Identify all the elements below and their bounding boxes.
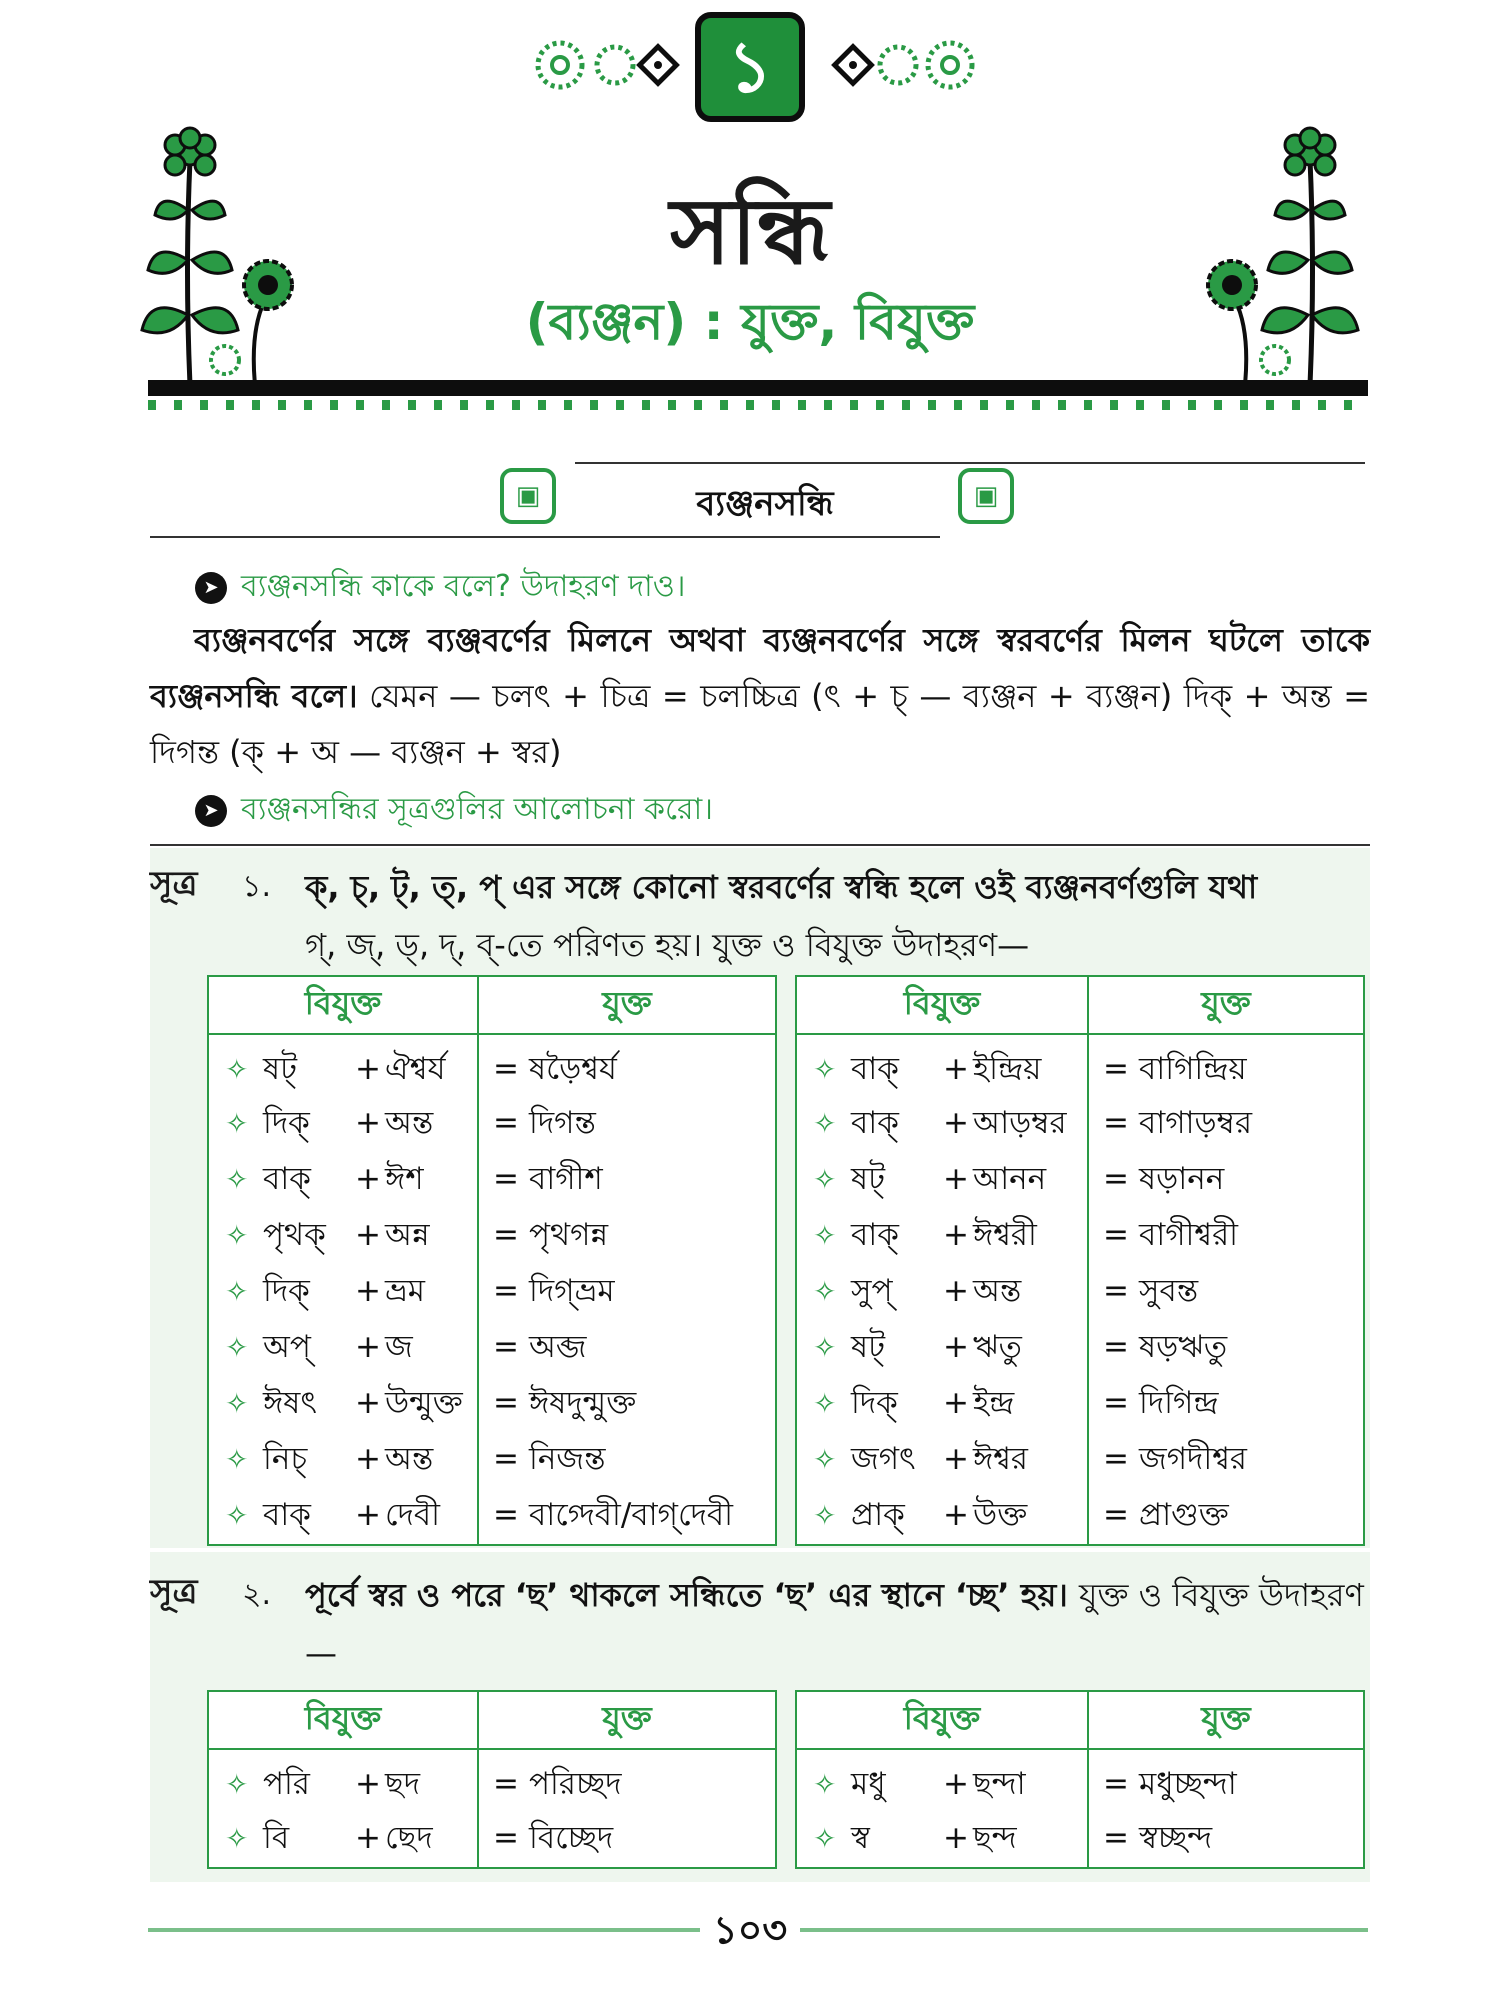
diamond-bullet-icon: ✧ [225, 1443, 249, 1476]
chapter-title: সন্ধি [670, 178, 830, 285]
equals-sign: = [493, 1273, 519, 1309]
term-b: অন্ত [385, 1441, 434, 1477]
example-text: যেমন — চলৎ + চিত্র = চলচ্চিত্র (ৎ + চ্ — ব্যঞ্জন + ব্যঞ্জন) দিক্ + অন্ত = দিগন্ত (ক্ + অ — ব্যঞ্জন + স্বর) [150, 677, 1371, 771]
sutra-1-rule-bold: ক্, চ্, ট্, ত্, প্ এর সঙ্গে কোনো স্বরবর্ণের স্বন্ধি হলে ওই ব্যঞ্জনবর্ণগুলি যথা [305, 868, 1258, 906]
equals-sign: = [1103, 1161, 1129, 1197]
plus-sign: + [943, 1329, 969, 1365]
sutra-number: ১. [242, 869, 272, 904]
diamond-bullet-icon: ✧ [225, 1331, 249, 1364]
term-b: ছেদ [385, 1819, 433, 1856]
term-b: ইন্দ্র [973, 1385, 1015, 1421]
joined-word: ষড়ানন [1139, 1161, 1225, 1197]
plus-sign: + [355, 1385, 381, 1421]
table-row [796, 1034, 1364, 1097]
diamond-bullet-icon: ✧ [813, 1443, 837, 1476]
sutra-2-rule-bold: পূর্বে স্বর ও পরে ‘ছ’ থাকলে সন্ধিতে ‘ছ’ এর স্থানে ‘চ্ছ’ হয়। [305, 1576, 1068, 1614]
section-title: ব্যঞ্জনসন্ধি [696, 484, 834, 524]
plus-sign: + [943, 1441, 969, 1477]
chapter-number: ১ [727, 26, 773, 108]
equals-sign: = [1103, 1273, 1129, 1309]
term-a: ষট্ [263, 1051, 297, 1087]
equals-sign: = [1103, 1051, 1129, 1087]
diamond-bullet-icon: ✧ [225, 1053, 249, 1086]
joined-word: পরিচ্ছদ [529, 1766, 622, 1802]
term-b: ছদ [385, 1766, 421, 1802]
equals-sign: = [1103, 1766, 1129, 1802]
joined-word: মধুচ্ছন্দা [1139, 1766, 1237, 1802]
diamond-bullet-icon: ✧ [225, 1275, 249, 1308]
table-row [208, 1377, 776, 1433]
joined-word: দিগিন্দ্র [1139, 1385, 1219, 1421]
plus-sign: + [355, 1819, 381, 1856]
plus-sign: + [355, 1273, 381, 1309]
equals-sign: = [493, 1819, 519, 1856]
plus-sign: + [355, 1161, 381, 1197]
sutra-1-table-left [207, 975, 777, 1546]
term-a: জগৎ [851, 1441, 916, 1477]
plus-sign: + [355, 1217, 381, 1253]
term-a: ষট্ [851, 1161, 885, 1197]
table-row [796, 1153, 1364, 1209]
equals-sign: = [1103, 1819, 1129, 1856]
diamond-bullet-icon: ✧ [813, 1331, 837, 1364]
joined-word: বিচ্ছেদ [529, 1819, 614, 1856]
term-b: ঐশ্বর্য [385, 1051, 446, 1087]
equals-sign: = [1103, 1441, 1129, 1477]
term-a: পরি [263, 1766, 310, 1802]
term-b: উন্মুক্ত [385, 1385, 463, 1421]
equals-sign: = [493, 1766, 519, 1802]
plus-sign: + [355, 1105, 381, 1141]
sutra-2-table-left [207, 1690, 777, 1869]
term-a: বি [263, 1819, 290, 1856]
joined-word: প্রাগুক্ত [1139, 1496, 1229, 1533]
diamond-bullet-icon: ✧ [813, 1275, 837, 1308]
scroll-ornament-left [530, 30, 690, 100]
sutra-1-table-right [795, 975, 1365, 1546]
joined-word: বাগ্দেবী/বাগ্‌দেবী [529, 1496, 733, 1533]
term-b: ইন্দ্রিয় [973, 1051, 1042, 1087]
term-b: আনন [973, 1161, 1047, 1197]
plus-sign: + [943, 1105, 969, 1141]
term-a: বাক্ [851, 1105, 899, 1141]
term-b: ঈশ্বর [973, 1441, 1028, 1477]
sutra-1-rule [305, 858, 1365, 974]
diamond-bullet-icon: ✧ [813, 1498, 837, 1532]
term-a: ঈষৎ [263, 1385, 317, 1421]
table-row [796, 1812, 1364, 1868]
sutra-1-rule-light: গ্, জ্, ড্, দ্, ব্-তে পরিণত হয়। যুক্ত ও বিযুক্ত উদাহরণ— [305, 926, 1030, 964]
question-1 [195, 562, 686, 613]
term-b: ভ্রম [385, 1273, 425, 1309]
table-row [208, 1433, 776, 1489]
section-rule-bottom [150, 536, 940, 538]
table-row [796, 1209, 1364, 1265]
joined-word: অব্জ [529, 1329, 587, 1365]
table-row [796, 1489, 1364, 1545]
equals-sign: = [493, 1105, 519, 1141]
definition-paragraph [150, 612, 1370, 780]
plus-sign: + [943, 1051, 969, 1087]
term-b: ঈশ্বরী [973, 1217, 1037, 1253]
sutra-number: ২. [242, 1577, 272, 1612]
column-header-joined: যুক্ত [1088, 1691, 1364, 1749]
joined-word: জগদীশ্বর [1139, 1441, 1247, 1477]
column-header-split: বিযুক্ত [796, 1691, 1088, 1749]
term-b: আড়ম্বর [973, 1105, 1067, 1141]
plus-sign: + [943, 1161, 969, 1197]
diamond-bullet-icon: ✧ [813, 1107, 837, 1140]
sutra-2-rule [305, 1566, 1365, 1682]
plus-sign: + [355, 1766, 381, 1802]
plus-sign: + [943, 1496, 969, 1533]
term-b: ছন্দা [973, 1766, 1026, 1802]
term-a: বাক্ [851, 1051, 899, 1087]
definition-text: ব্যঞ্জনবর্ণের সঙ্গে ব্যঞ্জবর্ণের মিলনে অথবা ব্যঞ্জনবর্ণের সঙ্গে স্বরবর্ণের মিলন ঘটলে তাকে ব্যঞ্জনসন্ধি বলে। [150, 621, 1370, 715]
term-a: দিক্ [263, 1105, 310, 1141]
arrow-bullet-icon: ➤ [195, 572, 227, 604]
plus-sign: + [943, 1273, 969, 1309]
diamond-bullet-icon: ✧ [813, 1219, 837, 1252]
term-a: বাক্ [263, 1161, 311, 1197]
table-row [796, 1433, 1364, 1489]
diamond-bullet-icon: ✧ [225, 1219, 249, 1252]
term-b: উক্ত [973, 1496, 1028, 1533]
plus-sign: + [355, 1051, 381, 1087]
joined-word: বাগাড়ম্বর [1139, 1105, 1252, 1141]
term-b: ছন্দ [973, 1819, 1017, 1856]
question-1-text: ব্যঞ্জনসন্ধি কাকে বলে? উদাহরণ দাও। [241, 569, 686, 604]
joined-word: নিজন্ত [529, 1441, 606, 1477]
scroll-ornament-right [820, 30, 980, 100]
plus-sign: + [943, 1385, 969, 1421]
term-b: অন্ন [385, 1217, 430, 1253]
joined-word: ঈষদুন্মুক্ত [529, 1385, 637, 1421]
joined-word: পৃথগন্ন [529, 1217, 609, 1253]
table-row [208, 1153, 776, 1209]
sutra-label: সূত্র [150, 864, 198, 904]
plus-sign: + [355, 1441, 381, 1477]
joined-word: স্বচ্ছন্দ [1139, 1819, 1213, 1856]
section-ornament-left-icon: ▣ [500, 468, 556, 524]
plus-sign: + [943, 1766, 969, 1802]
joined-word: বাগিন্দ্রিয় [1139, 1051, 1247, 1087]
table-row [208, 1034, 776, 1097]
term-b: ঈশ [385, 1161, 424, 1197]
term-a: পৃথক্ [263, 1217, 326, 1253]
equals-sign: = [1103, 1385, 1129, 1421]
equals-sign: = [493, 1329, 519, 1365]
sutra-1 [150, 858, 1370, 978]
table-row [796, 1321, 1364, 1377]
section-rule-top [575, 462, 1365, 464]
term-b: ঋতু [973, 1329, 1022, 1365]
term-a: অপ্ [263, 1329, 311, 1365]
table-row [208, 1097, 776, 1153]
diamond-bullet-icon: ✧ [225, 1387, 249, 1420]
chapter-subtitle: (ব্যঞ্জন) : যুক্ত, বিযুক্ত [525, 293, 975, 351]
table-row [208, 1812, 776, 1868]
term-a: প্রাক্ [851, 1496, 905, 1533]
table-row [796, 1265, 1364, 1321]
term-a: মধু [851, 1766, 886, 1802]
section-ornament-right-icon: ▣ [958, 468, 1014, 524]
equals-sign: = [1103, 1496, 1129, 1533]
table-row [208, 1489, 776, 1545]
sutra-2-table-right [795, 1690, 1365, 1869]
term-a: বাক্ [851, 1217, 899, 1253]
sutra-2-rule-light: যুক্ত ও বিযুক্ত উদাহরণ— [305, 1576, 1364, 1672]
equals-sign: = [1103, 1105, 1129, 1141]
column-header-joined: যুক্ত [478, 976, 776, 1034]
sutra-2 [150, 1566, 1370, 1686]
arrow-bullet-icon: ➤ [195, 795, 227, 827]
table-row [796, 1749, 1364, 1812]
page-number: ১০৩ [700, 1898, 800, 1962]
table-row [208, 1209, 776, 1265]
table-row [208, 1321, 776, 1377]
column-header-joined: যুক্ত [1088, 976, 1364, 1034]
diamond-bullet-icon: ✧ [813, 1768, 837, 1801]
term-a: ষট্ [851, 1329, 885, 1365]
column-header-split: বিযুক্ত [796, 976, 1088, 1034]
diamond-bullet-icon: ✧ [813, 1163, 837, 1196]
plus-sign: + [355, 1496, 381, 1533]
term-a: দিক্ [263, 1273, 310, 1309]
column-header-split: বিযুক্ত [208, 976, 478, 1034]
diamond-bullet-icon: ✧ [813, 1387, 837, 1420]
diamond-bullet-icon: ✧ [225, 1107, 249, 1140]
dotted-fringe [148, 396, 1368, 414]
equals-sign: = [493, 1441, 519, 1477]
diamond-bullet-icon: ✧ [225, 1821, 249, 1855]
term-a: স্ব [851, 1819, 870, 1856]
term-a: দিক্ [851, 1385, 898, 1421]
term-a: বাক্ [263, 1496, 311, 1533]
diamond-bullet-icon: ✧ [225, 1163, 249, 1196]
joined-word: ষড়ঋতু [1139, 1329, 1228, 1365]
equals-sign: = [1103, 1329, 1129, 1365]
divider-rule [150, 844, 1370, 846]
term-a: সুপ্ [851, 1273, 893, 1309]
column-header-split: বিযুক্ত [208, 1691, 478, 1749]
plus-sign: + [943, 1819, 969, 1856]
joined-word: দিগ্‌ভ্রম [529, 1273, 615, 1309]
diamond-bullet-icon: ✧ [813, 1053, 837, 1086]
equals-sign: = [1103, 1217, 1129, 1253]
diamond-bullet-icon: ✧ [225, 1498, 249, 1532]
header-ground-bar [148, 380, 1368, 396]
plus-sign: + [943, 1217, 969, 1253]
plus-sign: + [355, 1329, 381, 1365]
equals-sign: = [493, 1051, 519, 1087]
term-b: দেবী [385, 1496, 440, 1533]
diamond-bullet-icon: ✧ [225, 1768, 249, 1801]
equals-sign: = [493, 1161, 519, 1197]
table-row [796, 1377, 1364, 1433]
equals-sign: = [493, 1496, 519, 1533]
chapter-number-badge [695, 12, 805, 122]
term-b: অন্ত [385, 1105, 434, 1141]
column-header-joined: যুক্ত [478, 1691, 776, 1749]
term-b: জ [385, 1329, 413, 1365]
question-2-text: ব্যঞ্জনসন্ধির সূত্রগুলির আলোচনা করো। [241, 792, 713, 827]
table-row [796, 1097, 1364, 1153]
term-a: নিচ্ [263, 1441, 308, 1477]
term-b: অন্ত [973, 1273, 1022, 1309]
equals-sign: = [493, 1385, 519, 1421]
joined-word: বাগীশ্বরী [1139, 1217, 1239, 1253]
table-row [208, 1749, 776, 1812]
sutra-label: সূত্র [150, 1572, 198, 1612]
joined-word: বাগীশ [529, 1161, 603, 1197]
joined-word: দিগন্ত [529, 1105, 596, 1141]
equals-sign: = [493, 1217, 519, 1253]
diamond-bullet-icon: ✧ [813, 1821, 837, 1855]
question-2 [195, 785, 713, 836]
joined-word: ষড়ৈশ্বর্য [529, 1051, 617, 1087]
joined-word: সুবন্ত [1139, 1273, 1199, 1309]
table-row [208, 1265, 776, 1321]
